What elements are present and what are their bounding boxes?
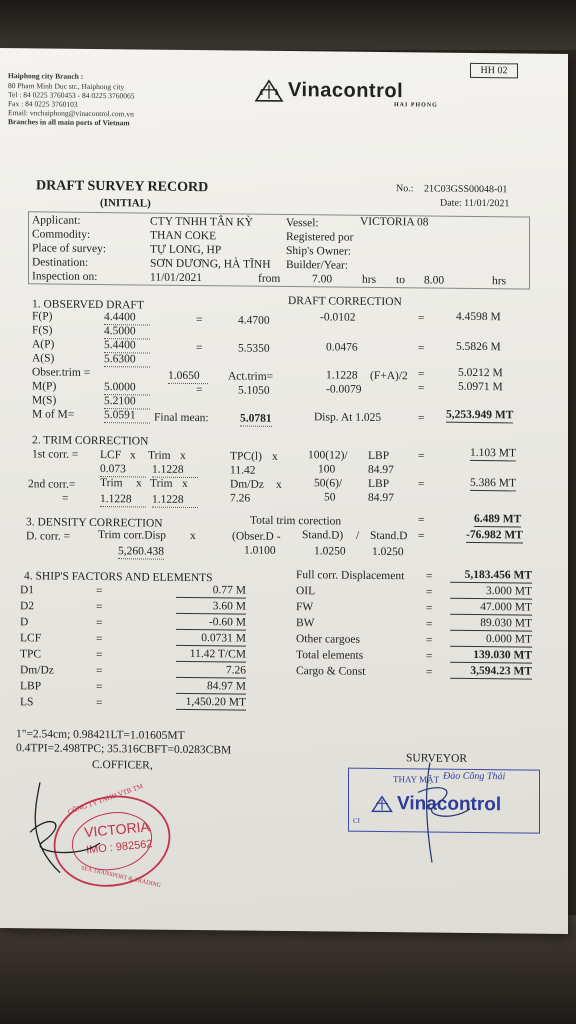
times-sign: x bbox=[180, 449, 186, 462]
stamp-imo: IMO : 982562 bbox=[85, 838, 154, 857]
equals-sign: = bbox=[418, 368, 425, 381]
times-sign: x bbox=[276, 478, 282, 491]
mean-formula: (F+A)/2 bbox=[370, 369, 408, 383]
equals-sign: = bbox=[96, 681, 103, 694]
factor-label: LCF bbox=[20, 632, 42, 645]
final-mean-label: Final mean: bbox=[154, 411, 209, 425]
destination-label: Destination: bbox=[32, 256, 89, 269]
density-corr-label: D. corr. = bbox=[26, 530, 71, 543]
stamp-ci: CI bbox=[353, 816, 360, 825]
equals-sign: = bbox=[426, 602, 433, 615]
second-corr-result: 5.386 MT bbox=[470, 476, 516, 490]
applicant-value: CTY TNHH TÂN KỲ bbox=[150, 215, 253, 229]
equals-sign: = bbox=[196, 314, 203, 327]
times-sign: x bbox=[130, 449, 136, 462]
mp-value: 5.0000 bbox=[104, 381, 150, 395]
from-label: from bbox=[258, 272, 281, 285]
s4-heading: 4. SHIP'S FACTORS AND ELEMENTS bbox=[24, 570, 213, 585]
second-corr-h3: Dm/Dz bbox=[230, 478, 264, 491]
element-label: OIL bbox=[296, 585, 316, 598]
first-corr-h2: Trim bbox=[148, 449, 171, 462]
second-corr-h2: Trim bbox=[150, 477, 173, 490]
second-corr-v4: 50 bbox=[324, 491, 336, 504]
applicant-label: Applicant: bbox=[32, 214, 81, 227]
final-mean-value: 5.0781 bbox=[240, 412, 272, 425]
equals-sign: = bbox=[418, 450, 425, 463]
mp-label: M(P) bbox=[32, 380, 57, 393]
vinacontrol-logo bbox=[254, 77, 454, 119]
density-v4: 1.0250 bbox=[372, 545, 404, 559]
place-value: TỰ LONG, HP bbox=[150, 243, 222, 257]
first-corr-v4: 100 bbox=[318, 463, 336, 476]
second-corr-v5: 84.97 bbox=[368, 491, 394, 505]
stamp-on-behalf: THAY MẶT bbox=[393, 774, 440, 785]
first-corr-v3: 11.42 bbox=[230, 464, 256, 477]
hrs-label-1: hrs bbox=[362, 273, 377, 286]
element-value: 89.030 MT bbox=[450, 617, 532, 632]
equals-sign: = bbox=[196, 342, 203, 355]
owner-label: Ship's Owner: bbox=[286, 244, 352, 258]
first-corr-label: 1st corr. = bbox=[32, 448, 79, 461]
destination-value: SƠN DƯƠNG, HÀ TĨNH bbox=[150, 257, 271, 271]
page-title: DRAFT SURVEY RECORD bbox=[36, 178, 209, 196]
branch-tel: Tel : 84 0225 3760453 - 84 0225 3760065 bbox=[8, 90, 135, 101]
m-correction: -0.0079 bbox=[326, 383, 362, 396]
equals-sign: = bbox=[418, 478, 425, 491]
officer-label: C.OFFICER, bbox=[92, 758, 153, 772]
fs-value: 4.5000 bbox=[104, 325, 150, 339]
equals-sign: = bbox=[96, 697, 103, 710]
equals-sign: = bbox=[196, 384, 203, 397]
builder-label: Builder/Year: bbox=[286, 258, 349, 272]
density-v3: 1.0250 bbox=[314, 545, 346, 558]
ap-label: A(P) bbox=[32, 338, 55, 351]
stamp-company: CÔNG TY TNHH VTB TM bbox=[66, 782, 145, 817]
branches-note: Branches in all main ports of Vietnam bbox=[8, 117, 130, 128]
density-h4: Stand.D bbox=[370, 529, 408, 543]
branch-fax: Fax : 84 0225 3760103 bbox=[8, 99, 78, 109]
factor-label: LS bbox=[20, 696, 34, 709]
m-mean: 5.1050 bbox=[238, 384, 270, 397]
total-trim-value: 6.489 MT bbox=[474, 512, 522, 526]
inspection-label: Inspection on: bbox=[32, 270, 98, 284]
branch-address: 80 Pham Minh Duc str., Haiphong city bbox=[8, 81, 125, 92]
fa-mean: 5.0212 M bbox=[458, 366, 503, 380]
surveyor-signature bbox=[340, 752, 560, 874]
to-value: 8.00 bbox=[424, 274, 445, 287]
stamp-transport: SEA TRANSPORT & TRADING bbox=[80, 865, 162, 890]
a-correction: 0.0476 bbox=[326, 341, 358, 354]
s3-heading: 3. DENSITY CORRECTION bbox=[26, 516, 163, 530]
times-sign: x bbox=[136, 477, 142, 490]
stamp-vessel-name: VICTORIA bbox=[83, 818, 151, 841]
scale-icon bbox=[254, 79, 284, 103]
s1-heading: 1. OBSERVED DRAFT bbox=[32, 298, 144, 312]
first-corr-v1: 0.073 bbox=[100, 463, 146, 477]
factor-label: D1 bbox=[20, 584, 35, 597]
vessel-value: VICTORIA 08 bbox=[360, 215, 429, 229]
first-corr-result: 1.103 MT bbox=[470, 446, 516, 460]
equals-sign: = bbox=[426, 666, 433, 679]
m-corrected: 5.0971 M bbox=[458, 380, 503, 394]
element-value: 0.000 MT bbox=[450, 633, 532, 648]
element-value: 3.000 MT bbox=[450, 585, 532, 600]
displacement-value: 5,253.949 MT bbox=[446, 408, 514, 422]
conversion-line-1: 1"=2.54cm; 0.98421LT=1.01605MT bbox=[16, 728, 185, 742]
a-corrected: 5.5826 M bbox=[456, 340, 501, 354]
equals-sign: = bbox=[96, 617, 103, 630]
second-corr-v2: 1.1228 bbox=[152, 494, 198, 508]
equals-sign: = bbox=[426, 570, 433, 583]
branch-name: Haiphong city Branch : bbox=[8, 71, 84, 81]
surveyor-name: Đào Công Thái bbox=[443, 770, 506, 783]
element-value: 47.000 MT bbox=[450, 601, 532, 616]
equals-sign: = bbox=[96, 601, 103, 614]
equals-sign: = bbox=[96, 585, 103, 598]
conversion-line-2: 0.4TPI=2.498TPC; 35.316CBFT=0.0283CBM bbox=[16, 742, 232, 757]
equals-sign: = bbox=[418, 382, 425, 395]
density-h3: Stand.D) bbox=[302, 529, 344, 542]
draft-correction-heading: DRAFT CORRECTION bbox=[288, 295, 402, 309]
factor-value: -0.60 M bbox=[176, 616, 246, 631]
second-corr-label: 2nd corr.= bbox=[28, 478, 76, 491]
factor-value: 7.26 bbox=[176, 664, 246, 679]
second-corr-h4: 50(6)/ bbox=[314, 477, 343, 490]
f-corrected: 4.4598 M bbox=[456, 310, 501, 324]
equals-sign: = bbox=[426, 650, 433, 663]
vessel-label: Vessel: bbox=[286, 216, 319, 230]
density-h2: (Obser.D - bbox=[232, 530, 281, 543]
fp-label: F(P) bbox=[32, 310, 53, 323]
as-value: 5.6300 bbox=[104, 353, 150, 367]
f-correction: -0.0102 bbox=[320, 311, 356, 324]
times-sign: x bbox=[182, 477, 188, 490]
first-corr-v5: 84.97 bbox=[368, 463, 394, 477]
logo-text: Vinacontrol bbox=[288, 79, 404, 103]
factor-value: 84.97 M bbox=[176, 680, 246, 695]
doc-code: HH 02 bbox=[480, 65, 508, 77]
equals-sign: = bbox=[62, 492, 69, 505]
second-corr-v1: 1.1228 bbox=[100, 493, 146, 507]
second-corr-h1: Trim bbox=[100, 477, 123, 490]
factor-value: 0.77 M bbox=[176, 584, 246, 599]
equals-sign: = bbox=[418, 412, 425, 425]
density-h1: Trim corr.Disp bbox=[98, 529, 166, 542]
divide-sign: / bbox=[356, 529, 360, 542]
branch-email: Email: vnchaiphong@vinacontrol.com.vn bbox=[8, 108, 134, 119]
a-mean: 5.5350 bbox=[238, 342, 270, 355]
second-corr-v3: 7.26 bbox=[230, 492, 251, 505]
equals-sign: = bbox=[426, 586, 433, 599]
equals-sign: = bbox=[418, 530, 425, 543]
logo-subtext: HAI PHONG bbox=[394, 102, 438, 109]
place-label: Place of survey: bbox=[32, 242, 107, 256]
equals-sign: = bbox=[426, 618, 433, 631]
factor-value: 11.42 T/CM bbox=[176, 648, 246, 663]
density-v1: 5,260.438 bbox=[118, 545, 164, 558]
officer-signature bbox=[20, 772, 110, 883]
factor-label: TPC bbox=[20, 648, 42, 661]
first-corr-h3: TPC(l) bbox=[230, 450, 262, 463]
element-label: Full corr. Displacement bbox=[296, 569, 405, 583]
first-corr-h1: LCF bbox=[100, 449, 122, 462]
m-of-m-value: 5.0591 bbox=[104, 409, 150, 423]
element-value: 139.030 MT bbox=[450, 649, 532, 664]
element-value: 5,183.456 MT bbox=[450, 569, 532, 584]
factor-label: D bbox=[20, 616, 29, 629]
act-trim-label: Act.trim= bbox=[228, 370, 274, 383]
ap-value: 5.4400 bbox=[104, 339, 150, 353]
desk-background-top bbox=[0, 0, 576, 50]
factor-label: Dm/Dz bbox=[20, 664, 54, 677]
first-corr-h5: LBP bbox=[368, 449, 390, 463]
commodity-value: THAN COKE bbox=[150, 229, 217, 243]
surveyor-label: SURVEYOR bbox=[406, 752, 468, 765]
equals-sign: = bbox=[418, 312, 425, 325]
first-corr-h4: 100(12)/ bbox=[308, 449, 348, 462]
element-label: Cargo & Const bbox=[296, 665, 366, 678]
element-label: Total elements bbox=[296, 649, 364, 662]
element-label: FW bbox=[296, 601, 314, 614]
equals-sign: = bbox=[96, 649, 103, 662]
density-result: -76.982 MT bbox=[466, 528, 523, 542]
from-value: 7.00 bbox=[312, 273, 333, 286]
factor-label: D2 bbox=[20, 600, 35, 613]
factor-label: LBP bbox=[20, 680, 42, 693]
f-mean: 4.4700 bbox=[238, 314, 270, 327]
equals-sign: = bbox=[96, 633, 103, 646]
second-corr-h5: LBP bbox=[368, 477, 390, 491]
first-corr-v2: 1.1228 bbox=[152, 464, 198, 478]
times-sign: x bbox=[272, 450, 278, 463]
element-value: 3,594.23 MT bbox=[450, 665, 532, 680]
to-label: to bbox=[396, 274, 405, 287]
displacement-label: Disp. At 1.025 bbox=[314, 411, 382, 424]
inspection-value: 11/01/2021 bbox=[150, 271, 202, 285]
times-sign: x bbox=[190, 529, 196, 543]
equals-sign: = bbox=[426, 634, 433, 647]
doc-code-box bbox=[470, 63, 518, 79]
element-label: BW bbox=[296, 617, 315, 630]
equals-sign: = bbox=[418, 342, 425, 355]
factor-value: 0.0731 M bbox=[176, 632, 246, 647]
ms-value: 5.2100 bbox=[104, 395, 150, 409]
factor-value: 1,450.20 MT bbox=[176, 696, 246, 711]
as-label: A(S) bbox=[32, 352, 55, 365]
m-of-m-label: M of M= bbox=[32, 408, 75, 421]
act-trim-value: 1.1228 bbox=[326, 369, 358, 382]
density-v2: 1.0100 bbox=[244, 544, 276, 557]
equals-sign: = bbox=[96, 665, 103, 678]
equals-sign: = bbox=[418, 514, 425, 527]
factor-value: 3.60 M bbox=[176, 600, 246, 615]
page-subtitle: (INITIAL) bbox=[100, 197, 151, 210]
fp-value: 4.4400 bbox=[104, 311, 150, 325]
registered-label: Registered por bbox=[286, 230, 354, 244]
obs-trim-value: 1.0650 bbox=[168, 370, 208, 384]
total-trim-label: Total trim corection bbox=[250, 514, 342, 528]
fs-label: F(S) bbox=[32, 324, 53, 337]
ms-label: M(S) bbox=[32, 394, 57, 407]
obs-trim-label: Obser.trim = bbox=[32, 366, 91, 379]
record-no-label: No.: bbox=[396, 183, 414, 195]
commodity-label: Commodity: bbox=[32, 228, 91, 241]
record-date: Date: 11/01/2021 bbox=[440, 197, 510, 210]
s2-heading: 2. TRIM CORRECTION bbox=[32, 434, 149, 448]
stamp-logo-text: Vinacontrol bbox=[397, 793, 502, 816]
hrs-label-2: hrs bbox=[492, 275, 507, 288]
element-label: Other cargoes bbox=[296, 633, 360, 646]
record-no: 21C03GSS00048-01 bbox=[424, 183, 508, 196]
document-sheet bbox=[0, 48, 568, 934]
